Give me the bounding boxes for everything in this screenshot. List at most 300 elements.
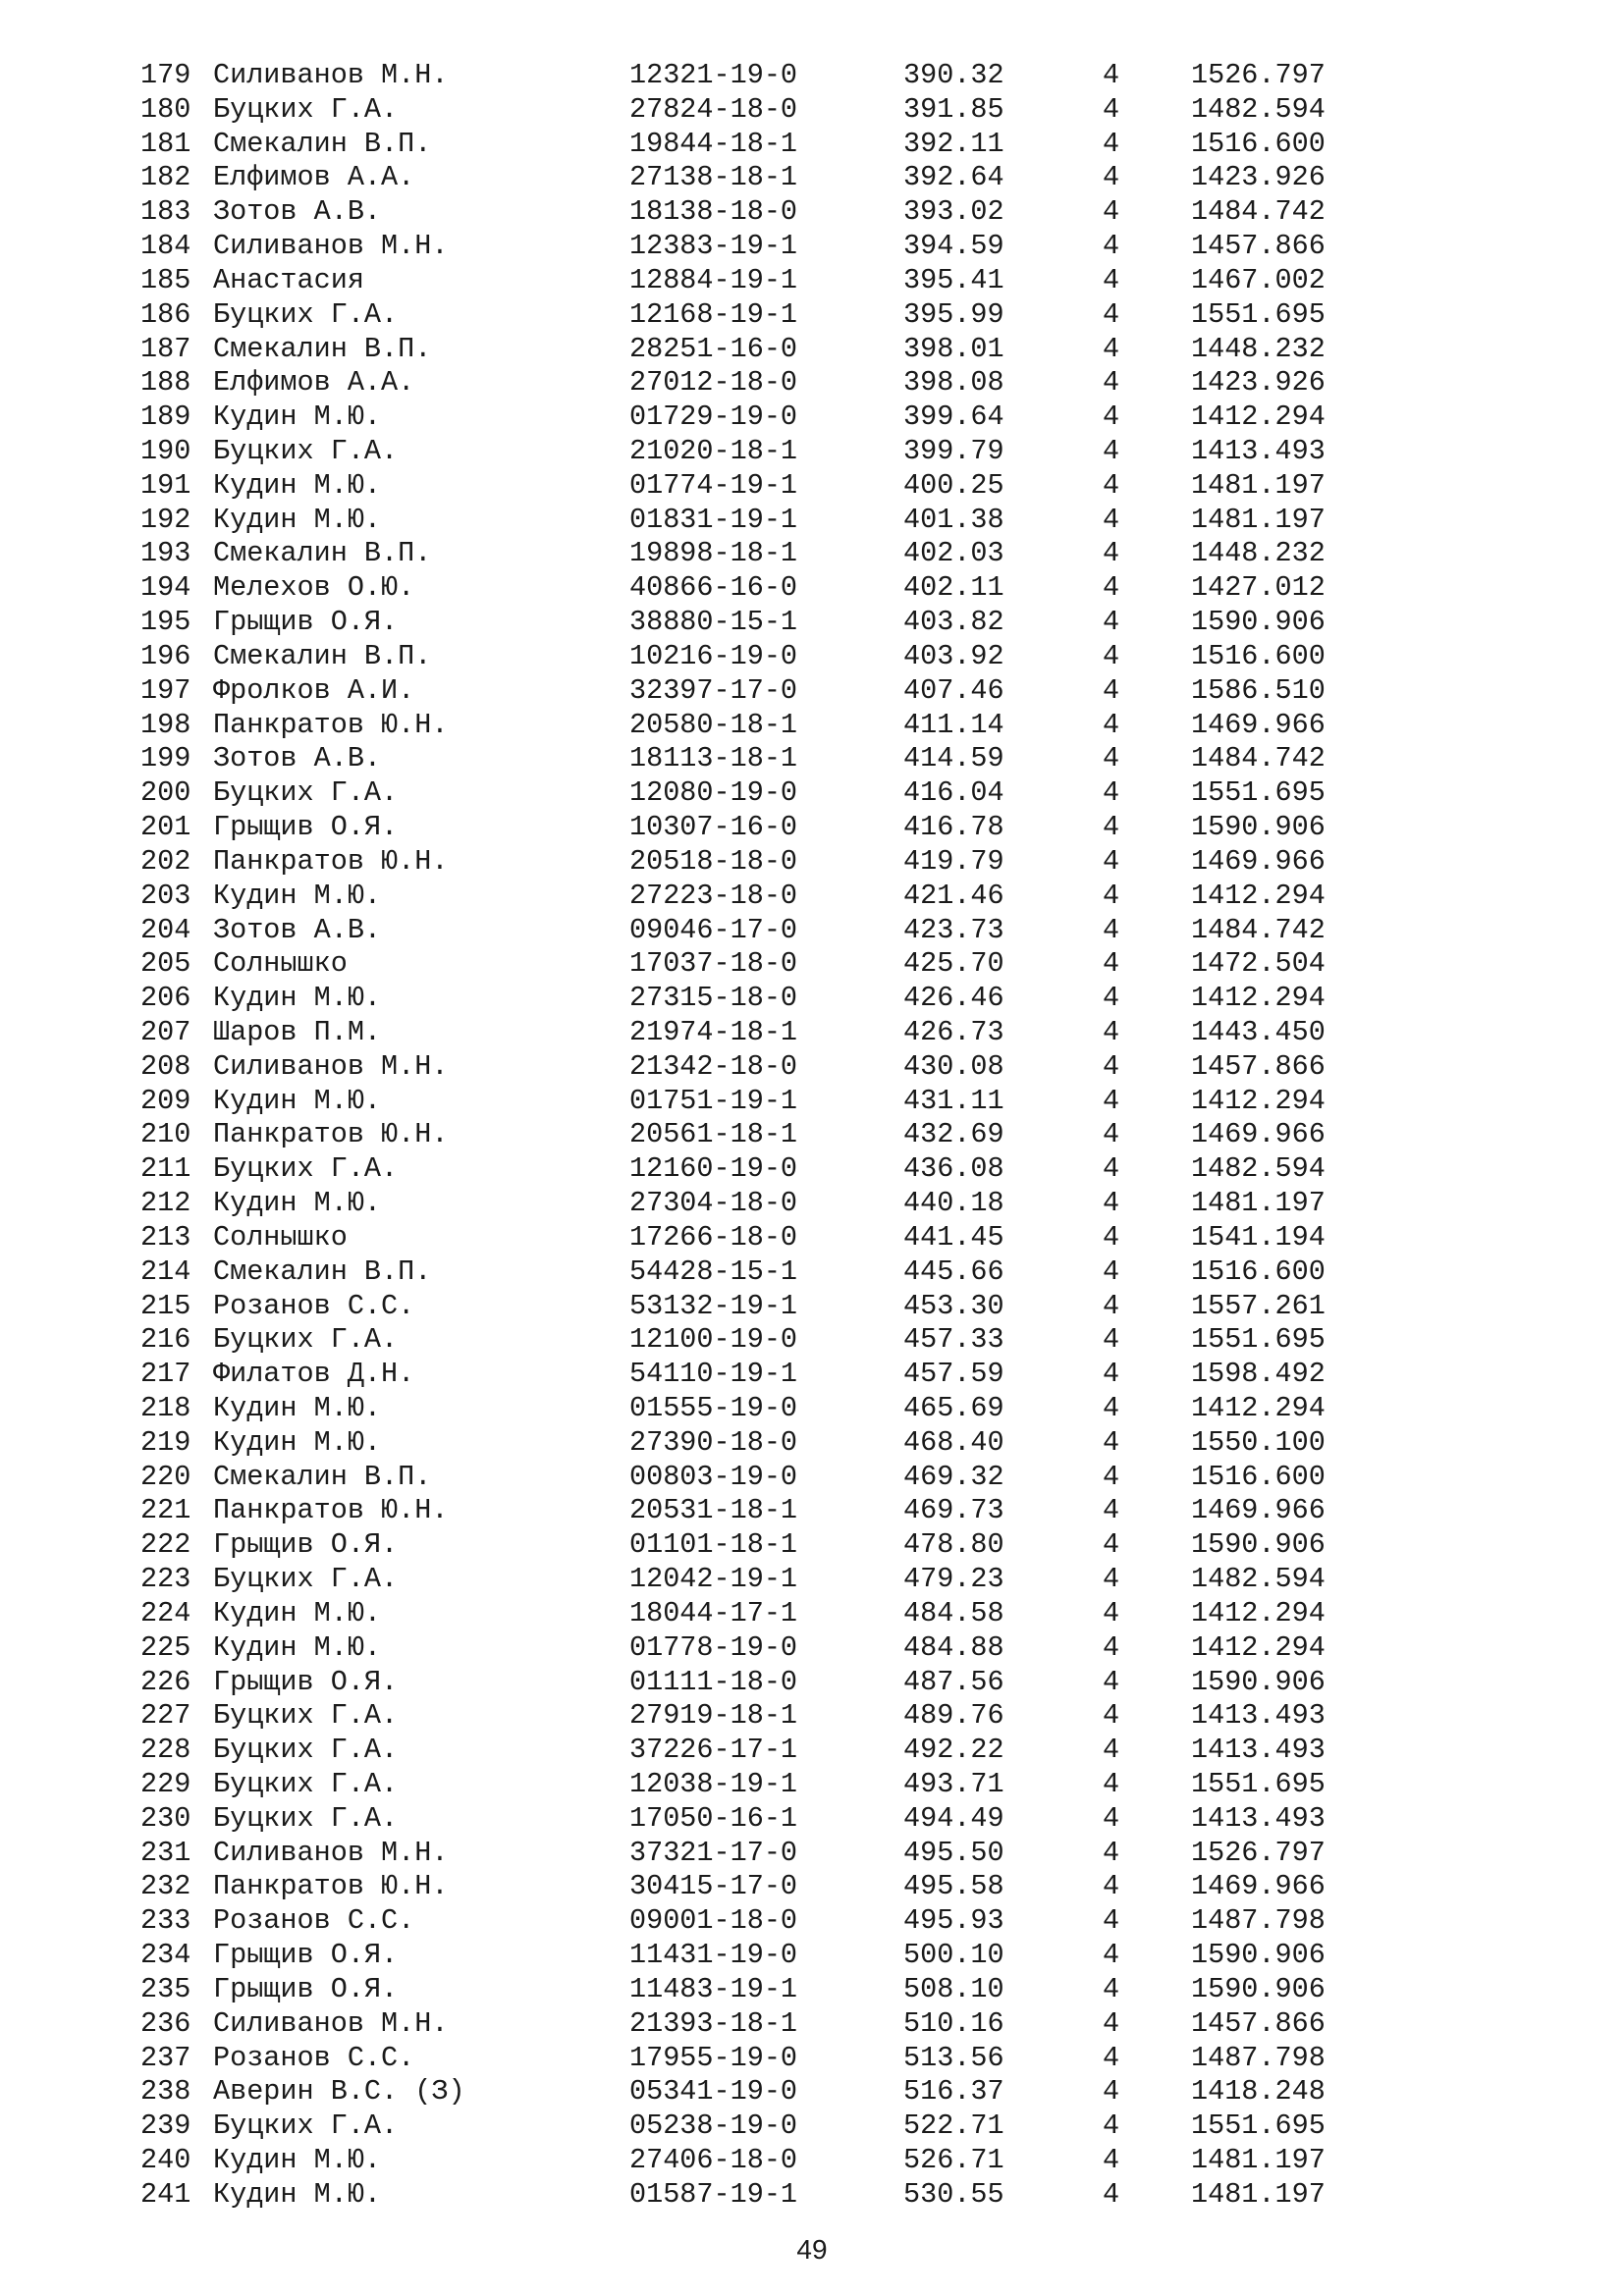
row-rating: 1526.797 [1191,1836,1326,1869]
row-name: Силиванов М.Н. [213,230,449,263]
row-code: 05238-19-0 [629,2109,798,2143]
row-code: 12038-19-1 [629,1768,798,1800]
row-number: 193 [140,537,191,570]
row-grade: 4 [1103,2109,1120,2143]
row-name: Силиванов М.Н. [213,2006,449,2040]
row-number: 228 [140,1734,191,1767]
row-number: 220 [140,1460,191,1493]
row-number: 197 [140,673,191,707]
table-row [0,1494,1624,1528]
row-grade: 4 [1103,673,1120,707]
table-row [0,195,1624,230]
row-value: 390.32 [903,59,1004,91]
row-rating: 1413.493 [1191,435,1326,468]
table-row [0,504,1624,538]
table-row [0,982,1624,1016]
row-name: Панкратов Ю.Н. [213,1494,449,1527]
row-number: 217 [140,1358,191,1391]
row-name: Буцких Г.А. [213,297,399,331]
row-value: 530.55 [903,2177,1004,2211]
row-name: Буцких Г.А. [213,2109,399,2143]
row-grade: 4 [1103,1939,1120,1972]
row-name: Кудин М.Ю. [213,2144,382,2177]
row-value: 484.88 [903,1630,1004,1664]
row-rating: 1551.695 [1191,1323,1326,1357]
row-code: 12884-19-1 [629,263,798,296]
table-row [0,776,1624,811]
row-code: 21020-18-1 [629,435,798,468]
table-row [0,674,1624,709]
table-row [0,333,1624,367]
row-number: 179 [140,59,191,91]
row-number: 203 [140,879,191,912]
row-name: Кудин М.Ю. [213,1391,382,1424]
row-grade: 4 [1103,435,1120,468]
table-row [0,400,1624,435]
row-value: 465.69 [903,1391,1004,1424]
row-number: 212 [140,1187,191,1220]
table-row [0,845,1624,880]
row-rating: 1484.742 [1191,195,1326,229]
row-grade: 4 [1103,1358,1120,1391]
row-rating: 1551.695 [1191,297,1326,331]
row-code: 54110-19-1 [629,1358,798,1391]
row-number: 224 [140,1596,191,1629]
row-code: 05341-19-0 [629,2075,798,2109]
table-row [0,1426,1624,1461]
row-name: Розанов С.С. [213,1904,415,1938]
row-code: 27138-18-1 [629,161,798,194]
row-number: 188 [140,366,191,400]
row-grade: 4 [1103,1596,1120,1629]
row-number: 184 [140,230,191,263]
row-rating: 1469.966 [1191,1870,1326,1903]
row-number: 198 [140,708,191,741]
row-value: 402.11 [903,571,1004,605]
row-rating: 1481.197 [1191,503,1326,536]
row-value: 457.59 [903,1358,1004,1391]
row-code: 27390-18-0 [629,1425,798,1459]
row-rating: 1484.742 [1191,913,1326,946]
row-grade: 4 [1103,1323,1120,1357]
row-name: Буцких Г.А. [213,1801,399,1835]
row-grade: 4 [1103,537,1120,570]
row-code: 18044-17-1 [629,1596,798,1629]
row-grade: 4 [1103,2177,1120,2211]
row-grade: 4 [1103,947,1120,981]
row-rating: 1482.594 [1191,1563,1326,1596]
row-rating: 1481.197 [1191,2144,1326,2177]
row-name: Зотов А.В. [213,913,382,946]
row-value: 416.04 [903,776,1004,810]
row-rating: 1598.492 [1191,1358,1326,1391]
row-value: 425.70 [903,947,1004,981]
row-rating: 1457.866 [1191,1049,1326,1083]
row-name: Силиванов М.Н. [213,59,449,91]
table-row [0,640,1624,674]
row-number: 229 [140,1768,191,1800]
row-code: 01751-19-1 [629,1084,798,1117]
table-row [0,1528,1624,1563]
row-rating: 1516.600 [1191,1255,1326,1288]
table-row [0,264,1624,298]
row-name: Смекалин В.П. [213,1460,432,1493]
page-number: 49 [796,2234,828,2265]
row-value: 395.99 [903,297,1004,331]
row-rating: 1469.966 [1191,1494,1326,1527]
row-code: 01101-18-1 [629,1528,798,1562]
row-grade: 4 [1103,1836,1120,1869]
row-name: Зотов А.В. [213,195,382,229]
row-number: 199 [140,742,191,775]
row-value: 432.69 [903,1118,1004,1151]
row-name: Кудин М.Ю. [213,1630,382,1664]
table-row [0,2042,1624,2076]
row-number: 225 [140,1630,191,1664]
row-name: Кудин М.Ю. [213,1596,382,1629]
row-value: 468.40 [903,1425,1004,1459]
row-number: 182 [140,161,191,194]
table-row [0,1870,1624,1904]
table-row [0,2007,1624,2042]
row-grade: 4 [1103,913,1120,946]
row-number: 234 [140,1939,191,1972]
row-name: Солнышко [213,1220,348,1254]
row-code: 20580-18-1 [629,708,798,741]
row-code: 09046-17-0 [629,913,798,946]
row-code: 21393-18-1 [629,2006,798,2040]
row-name: Смекалин В.П. [213,639,432,672]
table-row [0,1768,1624,1802]
row-code: 53132-19-1 [629,1289,798,1322]
row-rating: 1412.294 [1191,982,1326,1015]
row-value: 407.46 [903,673,1004,707]
row-rating: 1469.966 [1191,708,1326,741]
row-number: 196 [140,639,191,672]
row-number: 221 [140,1494,191,1527]
row-grade: 4 [1103,1494,1120,1527]
row-number: 185 [140,263,191,296]
row-name: Грыщив О.Я. [213,1972,399,2005]
row-value: 493.71 [903,1768,1004,1800]
row-code: 01774-19-1 [629,468,798,502]
table-row [0,709,1624,743]
row-name: Кудин М.Ю. [213,468,382,502]
row-code: 17266-18-0 [629,1220,798,1254]
row-value: 495.93 [903,1904,1004,1938]
row-value: 495.50 [903,1836,1004,1869]
row-grade: 4 [1103,1289,1120,1322]
row-rating: 1551.695 [1191,776,1326,810]
row-number: 240 [140,2144,191,2177]
row-number: 236 [140,2006,191,2040]
table-row [0,1631,1624,1666]
row-rating: 1412.294 [1191,1084,1326,1117]
row-code: 01831-19-1 [629,503,798,536]
row-value: 522.71 [903,2109,1004,2143]
row-name: Мелехов О.Ю. [213,571,415,605]
table-row [0,2178,1624,2213]
row-rating: 1412.294 [1191,1391,1326,1424]
row-number: 195 [140,606,191,639]
row-rating: 1413.493 [1191,1734,1326,1767]
row-rating: 1541.194 [1191,1220,1326,1254]
row-code: 20531-18-1 [629,1494,798,1527]
table-row [0,1255,1624,1290]
row-code: 27304-18-0 [629,1187,798,1220]
table-row [0,811,1624,845]
row-number: 222 [140,1528,191,1562]
row-value: 421.46 [903,879,1004,912]
table-row [0,571,1624,606]
table-row [0,128,1624,162]
row-code: 17037-18-0 [629,947,798,981]
row-name: Кудин М.Ю. [213,2177,382,2211]
row-code: 27223-18-0 [629,879,798,912]
row-value: 513.56 [903,2041,1004,2074]
row-grade: 4 [1103,1870,1120,1903]
table-row [0,1802,1624,1837]
table-row [0,1666,1624,1700]
row-code: 10216-19-0 [629,639,798,672]
row-grade: 4 [1103,571,1120,605]
row-rating: 1457.866 [1191,230,1326,263]
row-number: 181 [140,127,191,160]
row-value: 393.02 [903,195,1004,229]
row-code: 54428-15-1 [629,1255,798,1288]
row-value: 395.41 [903,263,1004,296]
table-row [0,1358,1624,1392]
row-code: 18113-18-1 [629,742,798,775]
row-code: 37321-17-0 [629,1836,798,1869]
row-rating: 1443.450 [1191,1015,1326,1048]
row-code: 12080-19-0 [629,776,798,810]
row-name: Буцких Г.А. [213,1323,399,1357]
row-grade: 4 [1103,468,1120,502]
row-value: 500.10 [903,1939,1004,1972]
table-row [0,880,1624,914]
row-grade: 4 [1103,161,1120,194]
row-code: 01587-19-1 [629,2177,798,2211]
row-code: 19898-18-1 [629,537,798,570]
row-value: 484.58 [903,1596,1004,1629]
row-value: 516.37 [903,2075,1004,2109]
row-number: 223 [140,1563,191,1596]
row-number: 226 [140,1665,191,1698]
table-row [0,2075,1624,2109]
row-value: 399.79 [903,435,1004,468]
row-name: Кудин М.Ю. [213,879,382,912]
row-value: 487.56 [903,1665,1004,1698]
table-row [0,537,1624,571]
row-rating: 1427.012 [1191,571,1326,605]
row-rating: 1448.232 [1191,537,1326,570]
row-grade: 4 [1103,982,1120,1015]
row-number: 239 [140,2109,191,2143]
row-rating: 1487.798 [1191,2041,1326,2074]
row-grade: 4 [1103,1084,1120,1117]
row-value: 457.33 [903,1323,1004,1357]
table-row [0,161,1624,195]
row-rating: 1418.248 [1191,2075,1326,2109]
row-value: 526.71 [903,2144,1004,2177]
row-number: 180 [140,92,191,126]
row-name: Кудин М.Ю. [213,1084,382,1117]
row-value: 416.78 [903,811,1004,844]
row-code: 17955-19-0 [629,2041,798,2074]
table-row [0,1016,1624,1050]
row-value: 479.23 [903,1563,1004,1596]
row-number: 200 [140,776,191,810]
row-code: 10307-16-0 [629,811,798,844]
row-code: 38880-15-1 [629,606,798,639]
row-rating: 1448.232 [1191,332,1326,365]
table-row [0,1323,1624,1358]
row-rating: 1482.594 [1191,92,1326,126]
row-number: 211 [140,1152,191,1186]
row-number: 205 [140,947,191,981]
row-number: 214 [140,1255,191,1288]
row-grade: 4 [1103,297,1120,331]
row-value: 440.18 [903,1187,1004,1220]
row-value: 510.16 [903,2006,1004,2040]
row-value: 391.85 [903,92,1004,126]
row-grade: 4 [1103,366,1120,400]
row-name: Розанов С.С. [213,1289,415,1322]
table-row [0,1597,1624,1631]
table-row [0,366,1624,400]
row-rating: 1467.002 [1191,263,1326,296]
row-code: 01555-19-0 [629,1391,798,1424]
row-rating: 1481.197 [1191,2177,1326,2211]
row-code: 01778-19-0 [629,1630,798,1664]
table-row [0,1152,1624,1187]
row-grade: 4 [1103,1049,1120,1083]
row-value: 402.03 [903,537,1004,570]
row-grade: 4 [1103,776,1120,810]
row-rating: 1516.600 [1191,1460,1326,1493]
table-row [0,435,1624,469]
table-row [0,1290,1624,1324]
table-row [0,1939,1624,1973]
row-name: Буцких Г.А. [213,1768,399,1800]
table-row [0,1461,1624,1495]
row-name: Кудин М.Ю. [213,503,382,536]
row-value: 414.59 [903,742,1004,775]
row-name: Кудин М.Ю. [213,982,382,1015]
row-value: 469.32 [903,1460,1004,1493]
row-name: Кудин М.Ю. [213,400,382,434]
row-code: 09001-18-0 [629,1904,798,1938]
row-value: 392.11 [903,127,1004,160]
row-rating: 1413.493 [1191,1699,1326,1733]
row-code: 27824-18-0 [629,92,798,126]
row-name: Буцких Г.А. [213,1152,399,1186]
row-name: Кудин М.Ю. [213,1187,382,1220]
row-rating: 1413.493 [1191,1801,1326,1835]
row-grade: 4 [1103,1015,1120,1048]
table-row [0,1187,1624,1221]
row-grade: 4 [1103,195,1120,229]
row-code: 27919-18-1 [629,1699,798,1733]
row-name: Елфимов А.А. [213,366,415,400]
row-rating: 1590.906 [1191,1939,1326,1972]
row-name: Силиванов М.Н. [213,1836,449,1869]
row-name: Фролков А.И. [213,673,415,707]
row-number: 213 [140,1220,191,1254]
row-value: 426.73 [903,1015,1004,1048]
row-number: 190 [140,435,191,468]
row-number: 231 [140,1836,191,1869]
row-grade: 4 [1103,1460,1120,1493]
row-number: 230 [140,1801,191,1835]
row-number: 189 [140,400,191,434]
row-code: 12042-19-1 [629,1563,798,1596]
row-grade: 4 [1103,400,1120,434]
row-code: 01111-18-0 [629,1665,798,1698]
row-grade: 4 [1103,1563,1120,1596]
row-code: 12100-19-0 [629,1323,798,1357]
row-name: Смекалин В.П. [213,1255,432,1288]
row-grade: 4 [1103,742,1120,775]
row-rating: 1472.504 [1191,947,1326,981]
row-value: 430.08 [903,1049,1004,1083]
row-name: Анастасия [213,263,364,296]
row-code: 12383-19-1 [629,230,798,263]
row-grade: 4 [1103,1255,1120,1288]
row-rating: 1550.100 [1191,1425,1326,1459]
table-row [0,1392,1624,1426]
row-rating: 1526.797 [1191,59,1326,91]
row-number: 191 [140,468,191,502]
row-number: 186 [140,297,191,331]
table-row [0,606,1624,640]
row-number: 201 [140,811,191,844]
table-row [0,1118,1624,1152]
table-row [0,1904,1624,1939]
row-name: Грыщив О.Я. [213,1939,399,1972]
table-row [0,914,1624,948]
row-value: 401.38 [903,503,1004,536]
table-row [0,230,1624,264]
row-number: 218 [140,1391,191,1424]
row-value: 441.45 [903,1220,1004,1254]
row-number: 232 [140,1870,191,1903]
row-rating: 1469.966 [1191,844,1326,878]
row-rating: 1590.906 [1191,1665,1326,1698]
table-row [0,93,1624,128]
row-rating: 1481.197 [1191,468,1326,502]
row-value: 489.76 [903,1699,1004,1733]
row-rating: 1516.600 [1191,639,1326,672]
row-code: 27315-18-0 [629,982,798,1015]
row-grade: 4 [1103,1801,1120,1835]
row-code: 27406-18-0 [629,2144,798,2177]
row-code: 37226-17-1 [629,1734,798,1767]
row-grade: 4 [1103,1220,1120,1254]
table-row [0,2144,1624,2178]
row-name: Смекалин В.П. [213,332,432,365]
row-name: Грыщив О.Я. [213,1528,399,1562]
row-grade: 4 [1103,639,1120,672]
row-code: 11431-19-0 [629,1939,798,1972]
row-grade: 4 [1103,263,1120,296]
row-code: 11483-19-1 [629,1972,798,2005]
row-number: 235 [140,1972,191,2005]
row-rating: 1487.798 [1191,1904,1326,1938]
row-code: 00803-19-0 [629,1460,798,1493]
row-number: 194 [140,571,191,605]
